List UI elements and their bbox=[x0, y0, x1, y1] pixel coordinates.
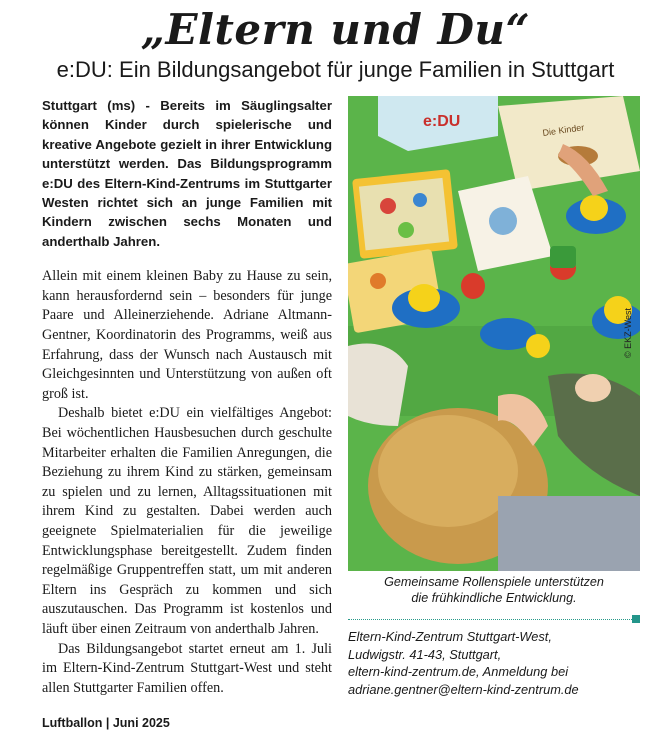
contact-line-4: adriane.gentner@eltern-kind-zentrum.de bbox=[348, 681, 579, 697]
divider-end-square bbox=[632, 615, 640, 623]
article-title: „Eltern und Du“ bbox=[140, 5, 531, 54]
caption-line-2: die frühkindliche Entwicklung. bbox=[411, 591, 577, 605]
caption-line-1: Gemeinsame Rollenspiele unterstützen bbox=[384, 575, 604, 589]
contact-line-1: Eltern-Kind-Zentrum Stuttgart-West, bbox=[348, 629, 552, 644]
lead-paragraph: Stuttgart (ms) - Bereits im Säuglingsalter können Kinder durch spielerische und kreative Angebote gezielt in ihrer Entwicklung unterstützt werden. Das Bildungsprogramm e:DU des Eltern-Kind-Zentrums im Stuttgarter Westen richtet sich an junge Familien mit Kindern zwischen sechs Monaten und anderthalb Jahren. bbox=[42, 98, 332, 249]
body-paragraph-3: Das Bildungsangebot startet erneut am 1. Juli im Eltern-Kind-Zentrum Stuttgart-West und steht allen Stuttgarter Familien offen. bbox=[42, 640, 332, 696]
book-label: Die Kinder bbox=[541, 122, 585, 138]
photo-credit: © EKZ-West bbox=[623, 308, 633, 358]
body-paragraph-1: Allein mit einem kleinen Baby zu Hause zu sein, kann herausfordernd sein – besonders für junge Paare und Alleinerziehende. Adriane Altmann-Gentner, Koordinatorin des Programms, weiß aus Erfahrung, dass der Wunsch nach Austausch mit Gleichgesinnten und Unterstützung von außen oft groß ist. bbox=[42, 268, 332, 402]
article-body bbox=[42, 96, 332, 698]
contact-line-2: Ludwigstr. 41-43, Stuttgart, bbox=[348, 646, 502, 662]
section-divider bbox=[348, 619, 634, 620]
body-paragraph-2: Deshalb bietet e:DU ein vielfältiges Angebot: Bei wöchentlichen Hausbesuchen durch geschulte Mitarbeiter erhalten die Familien Anregungen, die Beziehung zu ihrem Kind zu stärken, gemeinsam zu spielen und zu lernen, Alltagssituationen mit ihrem Kind zu gestalten. Dabei werden auch geeignete Spielmaterialien für die jeweilige Entwicklungsphase bereitgestellt. Zudem finden regelmäßige Gruppentreffen statt, um mit anderen Eltern ins Gespräch zu kommen und sich auszutauschen. Das Programm ist kostenlos und läuft über einen Zeitraum von anderthalb Jahren. bbox=[42, 405, 332, 637]
box-label: e:DU bbox=[423, 113, 461, 130]
article-subtitle: e:DU: Ein Bildungsangebot für junge Familien in Stuttgart bbox=[56, 57, 615, 82]
page-footer: Luftballon | Juni 2025 bbox=[42, 716, 170, 730]
contact-line-3: eltern-kind-zentrum.de, Anmeldung bei bbox=[348, 664, 569, 679]
photo-caption bbox=[348, 574, 640, 606]
contact-info bbox=[348, 628, 640, 698]
article-photo bbox=[348, 96, 640, 571]
